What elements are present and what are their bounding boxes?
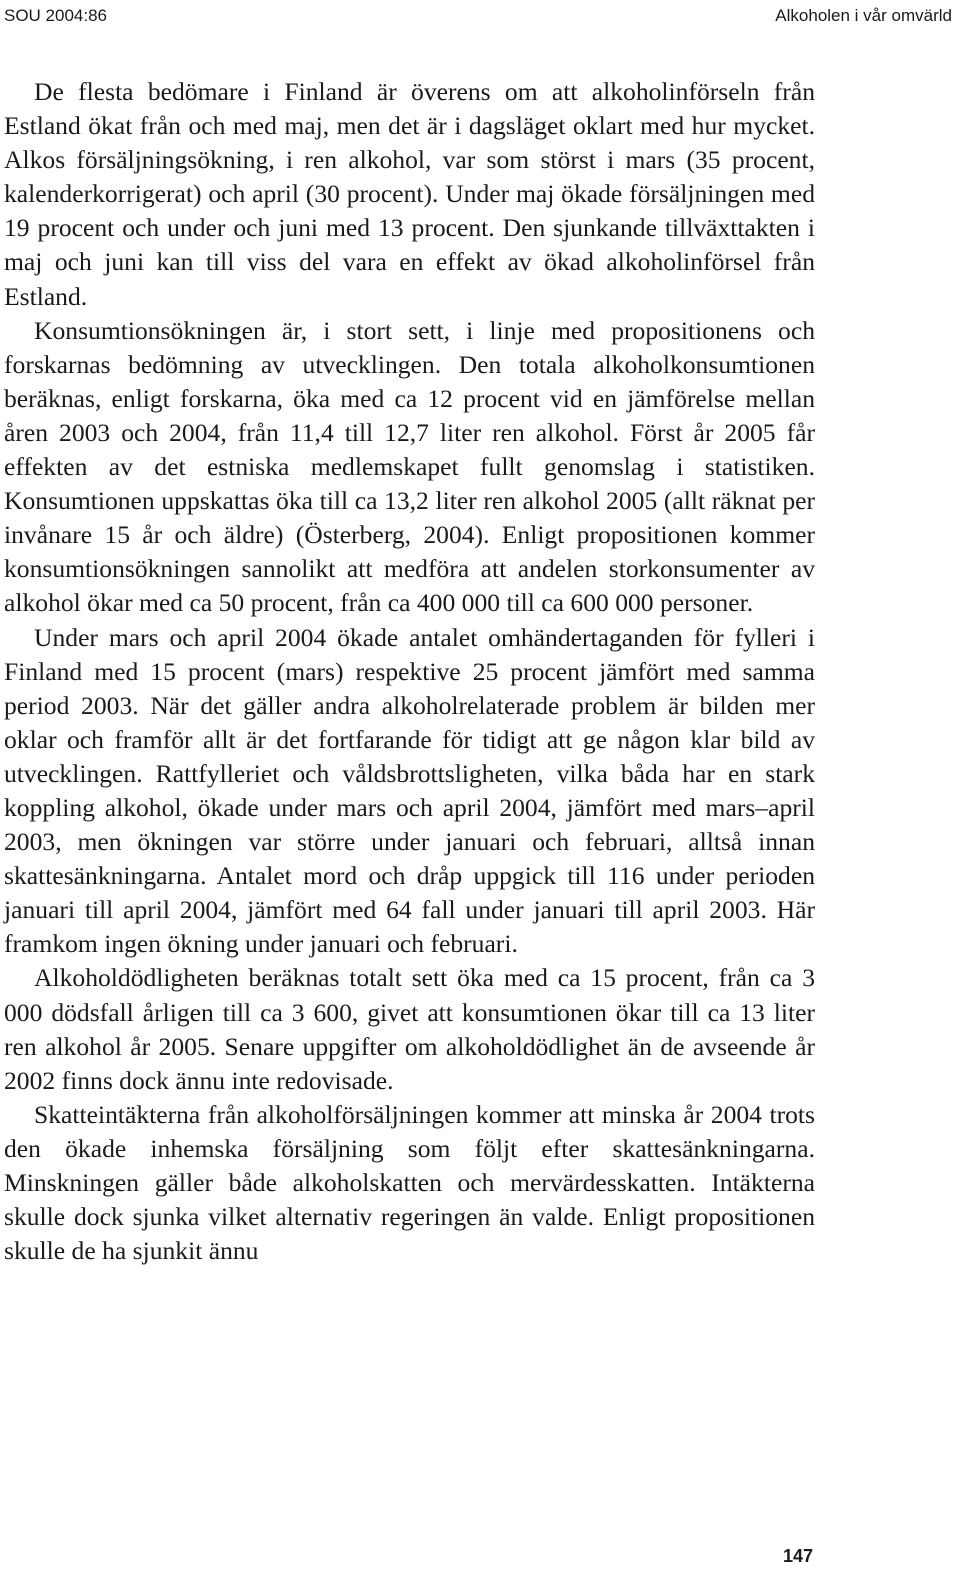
report-id: SOU 2004:86 [4,6,108,25]
paragraph-tax-revenue: Skatteintäkterna från alkoholförsäljningen kommer att minska år 2004 trots den ökade inhemska försäljning som följt efter skattesänkningarna. Minskningen gäller både alkoholskatten och mervärdesskatten. Intäkterna skulle dock sjunka vilket alternativ regeringen än valde. Enligt propositionen skulle de ha sjunkit ännu [4,1099,815,1266]
page-number: 147 [782,1546,813,1566]
paragraph-alcohol-import: De flesta bedömare i Finland är överens om att alkoholinförseln från Estland ökat från och med maj, men det är i dagsläget oklart med hur mycket. Alkos försäljningsökning, i ren alkohol, var som störst i mars (35 procent, kalenderkorrigerat) och april (30 procent). Under maj ökade försäljningen med 19 procent och under och juni med 13 procent. Den sjunkande tillväxttakten i maj och juni kan till viss del vara en effekt av ökad alkoholinförsel från Estland. [4,77,815,311]
running-header [0,6,952,30]
body-text [4,75,815,1268]
paragraph-related-problems: Under mars och april 2004 ökade antalet omhändertaganden för fylleri i Finland med 15 procent (mars) respektive 25 procent jämfört med samma period 2003. När det gäller andra alkoholrelaterade problem är bilden mer oklar och framför allt är det fortfarande för tidigt att ge någon klar bild av utvecklingen. Rattfylleriet och våldsbrottsligheten, vilka båda har en stark koppling alkohol, ökade under mars och april 2004, jämfört med mars–april 2003, men ökningen var större under januari och februari, alltså innan skattesänkningarna. Antalet mord och dråp uppgick till 116 under perioden januari till april 2004, jämfört med 64 fall under januari till april 2003. Här framkom ingen ökning under januari och februari. [4,622,815,959]
paragraph-mortality: Alkoholdödligheten beräknas totalt sett öka med ca 15 procent, från ca 3 000 dödsfall årligen till ca 3 600, givet att konsumtionen ökar till ca 13 liter ren alkohol år 2005. Senare uppgifter om alkoholdödlighet än de avseende år 2002 finns dock ännu inte redovisade. [4,963,815,1095]
paragraph-consumption-increase: Konsumtionsökningen är, i stort sett, i linje med propositionens och forskarnas bedömning av utvecklingen. Den totala alkoholkonsumtionen beräknas, enligt forskarna, öka med ca 12 procent vid en jämförelse mellan åren 2003 och 2004, från 11,4 till 12,7 liter ren alkohol. Först år 2005 får effekten av det estniska medlemskapet fullt genomslag i statistiken. Konsumtionen uppskattas öka till ca 13,2 liter ren alkohol 2005 (allt räknat per invånare 15 år och äldre) (Österberg, 2004). Enligt propositionen kommer konsumtionsökningen sannolikt att medföra att andelen storkonsumenter av alkohol ökar med ca 50 procent, från ca 400 000 till ca 600 000 personer. [4,315,815,618]
report-title: Alkoholen i vår omvärld [775,6,952,25]
